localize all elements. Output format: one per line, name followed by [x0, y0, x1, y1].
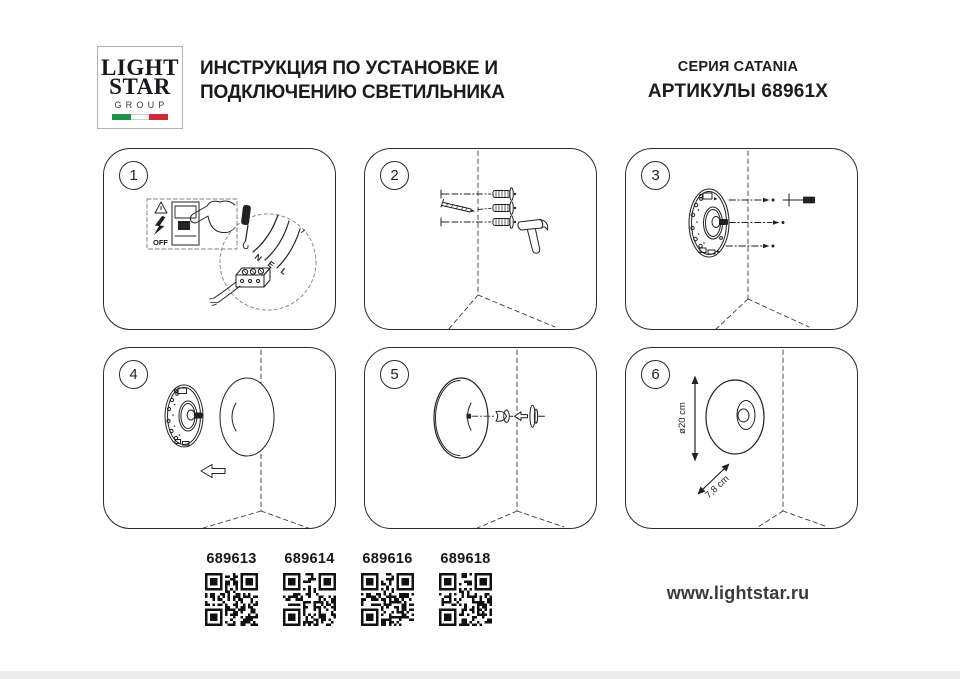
- logo-word-star: STAR: [109, 73, 171, 99]
- wall-corner-lines: [448, 151, 555, 329]
- hammer-icon: [518, 220, 548, 254]
- mains-wires: [253, 215, 305, 268]
- screw-and-dowel-3: [441, 216, 516, 229]
- series-block: [622, 59, 854, 103]
- step-number-3: 3: [641, 161, 670, 190]
- qr-code-section: [205, 551, 492, 626]
- article-number: 689618: [440, 551, 491, 567]
- wall-corner-lines: [755, 350, 825, 528]
- depth-label: 7,8 cm: [703, 473, 732, 501]
- diameter-dimension: [677, 376, 698, 462]
- qr-code: [205, 573, 258, 626]
- diameter-label: ø20 cm: [677, 402, 688, 434]
- screw-direction-arrow: [515, 412, 528, 421]
- flag-white-segment: [131, 114, 150, 120]
- wall-corner-lines: [715, 151, 809, 329]
- screw-and-dowel-1: [441, 188, 516, 201]
- step-number-1: 1: [119, 161, 148, 190]
- article-number: 689614: [284, 551, 335, 567]
- screw-and-dowel-2: [441, 200, 516, 215]
- step-number-6: 6: [641, 360, 670, 389]
- off-label: OFF: [153, 238, 168, 247]
- screwdriver-icon: [241, 205, 251, 249]
- qr-block-689614: [283, 551, 336, 626]
- wire-label-e: E: [265, 258, 277, 271]
- article-numbers: АРТИКУЛЫ 68961X: [647, 81, 829, 102]
- step-panel-1: [103, 148, 336, 330]
- depth-dimension: [698, 464, 732, 501]
- flag-red-segment: [149, 114, 168, 120]
- step-number-4: 4: [119, 360, 148, 389]
- website-url: www.lightstar.ru: [666, 583, 810, 603]
- mounting-plate: [689, 189, 729, 257]
- mounting-plate: [165, 385, 203, 447]
- logo-word-light: LIGHT: [101, 55, 179, 80]
- article-number: 689613: [206, 551, 257, 567]
- qr-code: [439, 573, 492, 626]
- page-title: [200, 57, 540, 104]
- hand-sketch: [190, 201, 235, 233]
- push-direction-arrow: [201, 465, 225, 478]
- step-number-5: 5: [380, 360, 409, 389]
- step-number-2: 2: [380, 161, 409, 190]
- logo-word-group: GROUP: [114, 99, 169, 110]
- step-panel-5: [364, 347, 597, 529]
- screw-icon: [783, 194, 815, 206]
- title-line-1: ИНСТРУКЦИЯ ПО УСТАНОВКЕ И: [200, 58, 498, 79]
- fixing-direction-lines: [726, 198, 785, 248]
- qr-code: [283, 573, 336, 626]
- step-panel-4: [103, 347, 336, 529]
- wall-corner-lines: [475, 350, 564, 528]
- qr-block-689616: [361, 551, 414, 626]
- flag-green-segment: [112, 114, 131, 120]
- bottom-edge-strip: [0, 671, 960, 679]
- step-panel-6: [625, 347, 858, 529]
- italian-flag-bar: [112, 114, 168, 120]
- qr-block-689618: [439, 551, 492, 626]
- lamp-shade: [434, 378, 488, 458]
- lightning-bolt-icon: [154, 216, 166, 235]
- step-panel-2: [364, 148, 597, 330]
- step-panel-3: [625, 148, 858, 330]
- wire-label-l: L: [278, 265, 290, 277]
- series-name: СЕРИЯ CATANIA: [677, 59, 799, 75]
- lightstar-logo: [97, 46, 183, 129]
- terminal-block: [210, 268, 271, 306]
- installed-lamp: [706, 380, 764, 454]
- wire-label-n: N: [252, 251, 264, 264]
- lamp-shade: [220, 378, 274, 456]
- title-line-2: ПОДКЛЮЧЕНИЮ СВЕТИЛЬНИКА: [200, 81, 505, 103]
- qr-code: [361, 573, 414, 626]
- article-number: 689616: [362, 551, 413, 567]
- detail-circle: [220, 214, 316, 310]
- qr-block-689613: [205, 551, 258, 626]
